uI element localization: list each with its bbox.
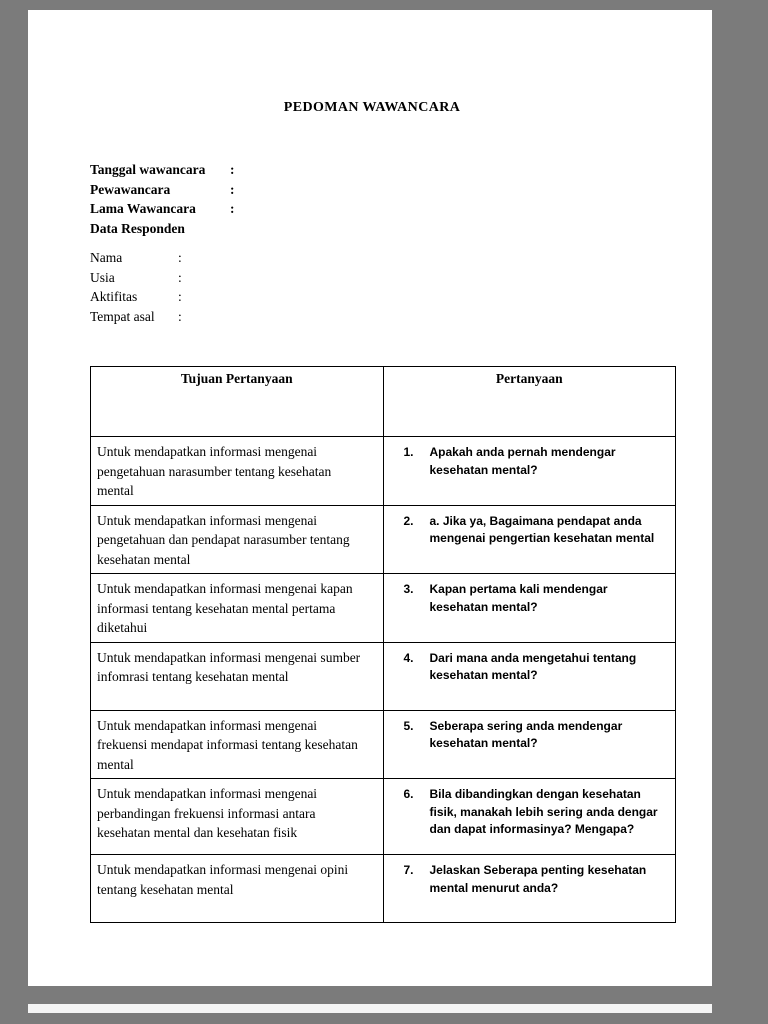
question [404, 786, 670, 839]
table-row [91, 779, 676, 855]
field-label: Nama [90, 250, 123, 265]
section-heading-data-responden [90, 219, 654, 239]
pertanyaan-cell [383, 437, 676, 506]
document-page [28, 10, 712, 986]
question [404, 650, 670, 685]
tujuan-cell: Untuk mendapatkan informasi mengenai pengetahuan dan pendapat narasumber tentang kesehatan mental [91, 505, 384, 574]
table-row [91, 642, 676, 710]
column-header-tujuan: Tujuan Pertanyaan [91, 367, 384, 437]
table-row [91, 710, 676, 779]
question-text: Seberapa sering anda mendengar kesehatan mental? [429, 718, 623, 750]
field-separator: : [230, 201, 235, 216]
page-title: PEDOMAN WAWANCARA [283, 100, 461, 115]
pertanyaan-cell [383, 779, 676, 855]
question-number: 1. [403, 445, 414, 459]
respondent-data-section [90, 248, 654, 326]
field-tempat-asal [90, 307, 654, 327]
table-row [91, 574, 676, 643]
tujuan-cell: Untuk mendapatkan informasi mengenai sumber infomrasi tentang kesehatan mental [91, 642, 384, 710]
question-number: 5. [403, 718, 414, 733]
pertanyaan-cell [383, 642, 676, 710]
field-label: Tempat asal [90, 308, 155, 324]
field-nama [90, 248, 654, 268]
field-separator: : [178, 289, 182, 304]
question-text: Dari mana anda mengetahui tentang kesehatan mental? [429, 650, 637, 682]
field-separator: : [230, 181, 235, 197]
question-text: Bila dibandingkan dengan kesehatan fisik, manakah lebih sering anda dengar dan dapat informasinya? Mengapa? [429, 787, 658, 836]
question-number: 4. [403, 650, 414, 665]
field-label: Data Responden [90, 220, 185, 236]
field-pewawancara [90, 180, 654, 200]
question-number: 6. [403, 787, 414, 801]
pertanyaan-cell [383, 574, 676, 643]
next-page-edge [28, 1004, 712, 1013]
question-text: a. Jika ya, Bagaimana pendapat anda mengenai pengertian kesehatan mental [429, 513, 655, 545]
field-label: Aktifitas [90, 289, 138, 304]
question-number: 3. [403, 582, 414, 596]
question-text: Apakah anda pernah mendengar kesehatan mental? [429, 445, 616, 477]
column-header-pertanyaan: Pertanyaan [383, 367, 676, 437]
table-row [91, 505, 676, 574]
field-label: Pewawancara [90, 181, 171, 197]
interview-meta-section [90, 160, 654, 238]
table-header-row [91, 367, 676, 437]
question-text: Jelaskan Seberapa penting kesehatan mental menurut anda? [429, 863, 647, 895]
field-label: Usia [90, 269, 115, 285]
field-lama-wawancara [90, 199, 654, 219]
question [404, 862, 670, 897]
field-tanggal-wawancara [90, 160, 654, 180]
question [404, 444, 670, 479]
question-text: Kapan pertama kali mendengar kesehatan mental? [429, 582, 608, 614]
table-row [91, 855, 676, 923]
field-separator: : [178, 250, 182, 265]
interview-table [90, 366, 676, 923]
tujuan-cell: Untuk mendapatkan informasi mengenai pengetahuan narasumber tentang kesehatan mental [91, 437, 384, 506]
table-row [91, 437, 676, 506]
tujuan-cell: Untuk mendapatkan informasi mengenai perbandingan frekuensi informasi antara kesehatan mental dan kesehatan fisik [91, 779, 384, 855]
tujuan-cell: Untuk mendapatkan informasi mengenai opini tentang kesehatan mental [91, 855, 384, 923]
question-number: 2. [403, 513, 414, 528]
tujuan-cell: Untuk mendapatkan informasi mengenai frekuensi mendapat informasi tentang kesehatan mental [91, 710, 384, 779]
tujuan-cell: Untuk mendapatkan informasi mengenai kapan informasi tentang kesehatan mental pertama diketahui [91, 574, 384, 643]
field-aktifitas [90, 287, 654, 307]
field-label: Lama Wawancara [90, 201, 196, 216]
question [404, 581, 670, 616]
field-separator: : [178, 269, 182, 285]
pertanyaan-cell [383, 710, 676, 779]
question [404, 513, 670, 548]
field-separator: : [230, 162, 235, 177]
pertanyaan-cell [383, 855, 676, 923]
question [404, 718, 670, 753]
pertanyaan-cell [383, 505, 676, 574]
field-usia [90, 268, 654, 288]
question-number: 7. [403, 863, 414, 877]
field-separator: : [178, 308, 182, 324]
field-label: Tanggal wawancara [90, 162, 206, 177]
